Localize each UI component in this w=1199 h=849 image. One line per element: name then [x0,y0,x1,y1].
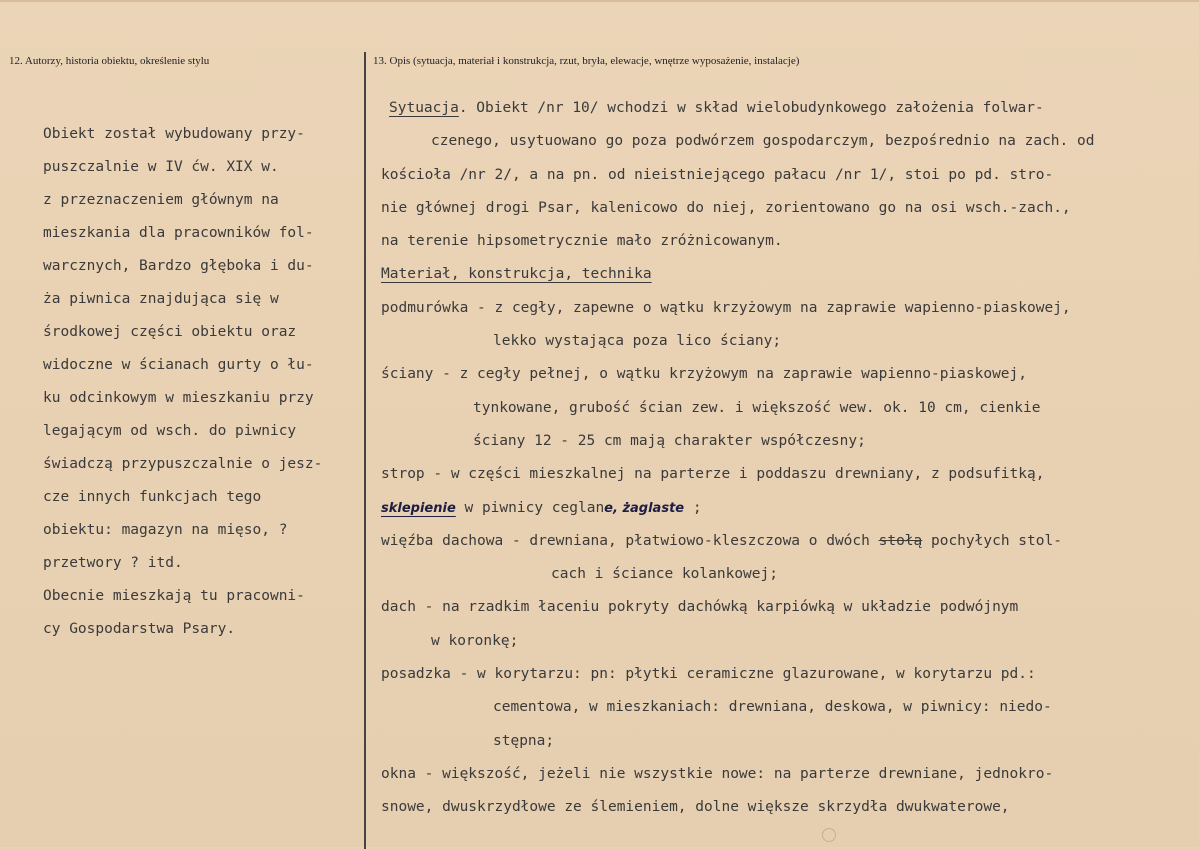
text-line: snowe, dwuskrzydłowe ze ślemieniem, dolne większe skrzydła dwukwaterowe, [381,799,1010,816]
handwritten-sklepienie: sklepienie [381,500,456,516]
text-line: Sytuacja. Obiekt /nr 10/ wchodzi w skład wielobudynkowego założenia folwar- [389,100,1044,116]
header-col12: 12. Autorzy, historia obiektu, określenie stylu [9,55,210,67]
text-line: lekko wystająca poza lico ściany; [493,333,782,350]
text-line: dach - na rzadkim łaceniu pokryty dachówką karpiówką w układzie podwójnym [381,599,1019,616]
text-line: sklepienie w piwnicy ceglane, żaglaste ; [381,499,702,516]
text-line: stępna; [493,732,555,749]
text-line: więźba dachowa - drewniana, płatwiowo-kleszczowa o dwóch stołą pochyłych stol- [381,532,1062,549]
text-line: Obiekt został wybudowany przy- [43,126,305,142]
text-line: podmurówka - z cegły, zapewne o wątku krzyżowym na zaprawie wapienno-piaskowej, [381,299,1071,316]
text-line: kościoła /nr 2/, a na pn. od nieistniejącego pałacu /nr 1/, stoi po pd. stro- [381,166,1054,183]
text-line: ża piwnica znajdująca się w [43,291,279,307]
text-line: tynkowane, grubość ścian zew. i większość wew. ok. 10 cm, cienkie [473,399,1041,416]
text-line: ściany 12 - 25 cm mają charakter współczesny; [473,432,866,449]
text-line: cach i ściance kolankowej; [551,566,778,583]
text-line: obiektu: magazyn na mięso, ? [43,522,288,538]
text-line: ściany - z cegły pełnej, o wątku krzyżowym na zaprawie wapienno-piaskowej, [381,366,1028,383]
text-line: świadczą przypuszczalnie o jesz- [43,456,323,472]
text-line: cze innych funkcjach tego [43,489,262,505]
handwritten-zaglaste: e, żaglaste [604,500,685,516]
text-line: w koronkę; [431,632,519,649]
text-line: z przeznaczeniem głównym na [43,192,279,208]
text-line: środkowej części obiektu oraz [43,324,297,340]
text-line: strop - w części mieszkalnej na parterze i poddaszu drewniany, z podsufitką, [381,466,1045,483]
material-heading: Materiał, konstrukcja, technika [381,266,652,283]
text-line: cementowa, w mieszkaniach: drewniana, deskowa, w piwnicy: niedo- [493,699,1052,716]
text-line [381,262,1196,295]
text-line: posadzka - w korytarzu: pn: płytki ceramiczne glazurowane, w korytarzu pd.: [381,666,1036,683]
sytuacja-heading: Sytuacja [389,100,459,116]
text-line: widoczne w ścianach gurty o łu- [43,357,314,373]
text-line: puszczalnie w IV ćw. XIX w. [43,159,279,175]
text-line: czenego, usytuowano go poza podwórzem gospodarczym, bezpośrednio na zach. od [431,133,1095,150]
text-line: przetwory ? itd. [43,555,183,571]
text-line: okna - większość, jeżeli nie wszystkie nowe: na parterze drewniane, jednokro- [381,765,1054,782]
struck-word: stołą [878,532,923,549]
text-line: warcznych, Bardzo głęboka i du- [43,258,314,274]
text-line: na terenie hipsometrycznie mało zróżnicowanym. [381,233,783,250]
text-line: ku odcinkowym w mieszkaniu przy [43,390,314,406]
text-line: nie głównej drogi Psar, kalenicowo do niej, zorientowano go na osi wsch.-zach., [381,199,1071,216]
text-line: mieszkania dla pracowników fol- [43,225,314,241]
text-line: cy Gospodarstwa Psary. [43,621,236,637]
history-text [43,124,363,652]
header-col13: 13. Opis (sytuacja, materiał i konstrukcja, rzut, bryła, elewacje, wnętrze wyposażenie, instalacje) [373,55,800,67]
text-line: legającym od wsch. do piwnicy [43,423,297,439]
text-line: Obecnie mieszkają tu pracowni- [43,588,305,604]
paper-stain [822,828,836,842]
description-text [381,96,1196,829]
column-divider [364,52,366,849]
